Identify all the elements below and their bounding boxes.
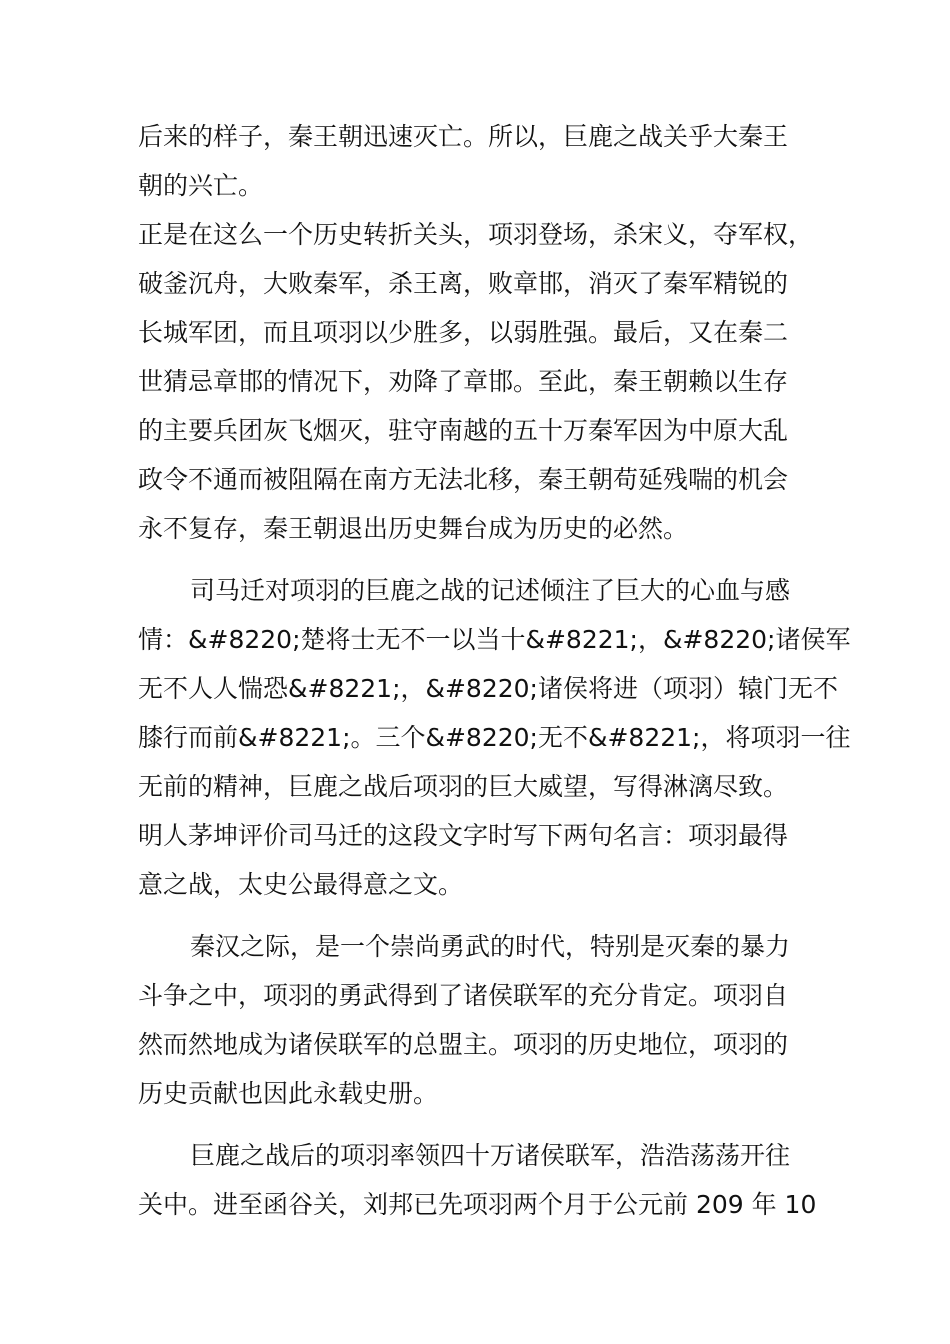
text-line: 无不人人惴恐&#8221;，&#8220;诸侯将进（项羽）辕门无不 [138,674,838,703]
text-line: 关中。进至函谷关，刘邦已先项羽两个月于公元前 209 年 10 [138,1190,817,1219]
text-line: 正是在这么一个历史转折关头，项羽登场，杀宋义，夺军权， [138,220,814,249]
text-line: 无前的精神，巨鹿之战后项羽的巨大威望，写得淋漓尽致。 [138,772,789,801]
paragraph-spacer [138,553,818,566]
text-line: 长城军团，而且项羽以少胜多，以弱胜强。最后，又在秦二 [138,318,789,347]
text-line: 朝的兴亡。 [138,171,264,200]
text-line: 情：&#8220;楚将士无不一以当十&#8221;，&#8220;诸侯军 [138,625,851,654]
text-line: 膝行而前&#8221;。三个&#8220;无不&#8221;，将项羽一往 [138,723,851,752]
paragraph-1 [138,112,818,210]
text-line: 后来的样子，秦王朝迅速灭亡。所以，巨鹿之战关乎大秦王 [138,122,789,151]
text-line: 永不复存，秦王朝退出历史舞台成为历史的必然。 [138,514,689,543]
text-line: 明人茅坤评价司马迁的这段文字时写下两句名言：项羽最得 [138,821,789,850]
document-body [138,112,851,1229]
paragraph-2 [138,210,818,553]
text-line: 破釜沉舟，大败秦军，杀王离，败章邯，消灭了秦军精锐的 [138,269,789,298]
paragraph-3 [138,566,851,909]
text-line: 巨鹿之战后的项羽率领四十万诸侯联军，浩浩荡荡开往 [190,1141,791,1170]
paragraph-4 [138,922,818,1118]
text-line: 政令不通而被阻隔在南方无法北移，秦王朝苟延残喘的机会 [138,465,789,494]
text-line: 世猜忌章邯的情况下，劝降了章邯。至此，秦王朝赖以生存 [138,367,789,396]
text-line: 历史贡献也因此永载史册。 [138,1079,439,1108]
paragraph-spacer [138,1118,818,1131]
text-line: 斗争之中，项羽的勇武得到了诸侯联军的充分肯定。项羽自 [138,981,789,1010]
text-line: 然而然地成为诸侯联军的总盟主。项羽的历史地位，项羽的 [138,1030,789,1059]
text-line: 秦汉之际，是一个崇尚勇武的时代，特别是灭秦的暴力 [190,932,791,961]
paragraph-5 [138,1131,818,1229]
text-line: 意之战，太史公最得意之文。 [138,870,464,899]
paragraph-spacer [138,909,818,922]
text-line: 司马迁对项羽的巨鹿之战的记述倾注了巨大的心血与感 [190,576,791,605]
text-line: 的主要兵团灰飞烟灭，驻守南越的五十万秦军因为中原大乱 [138,416,789,445]
